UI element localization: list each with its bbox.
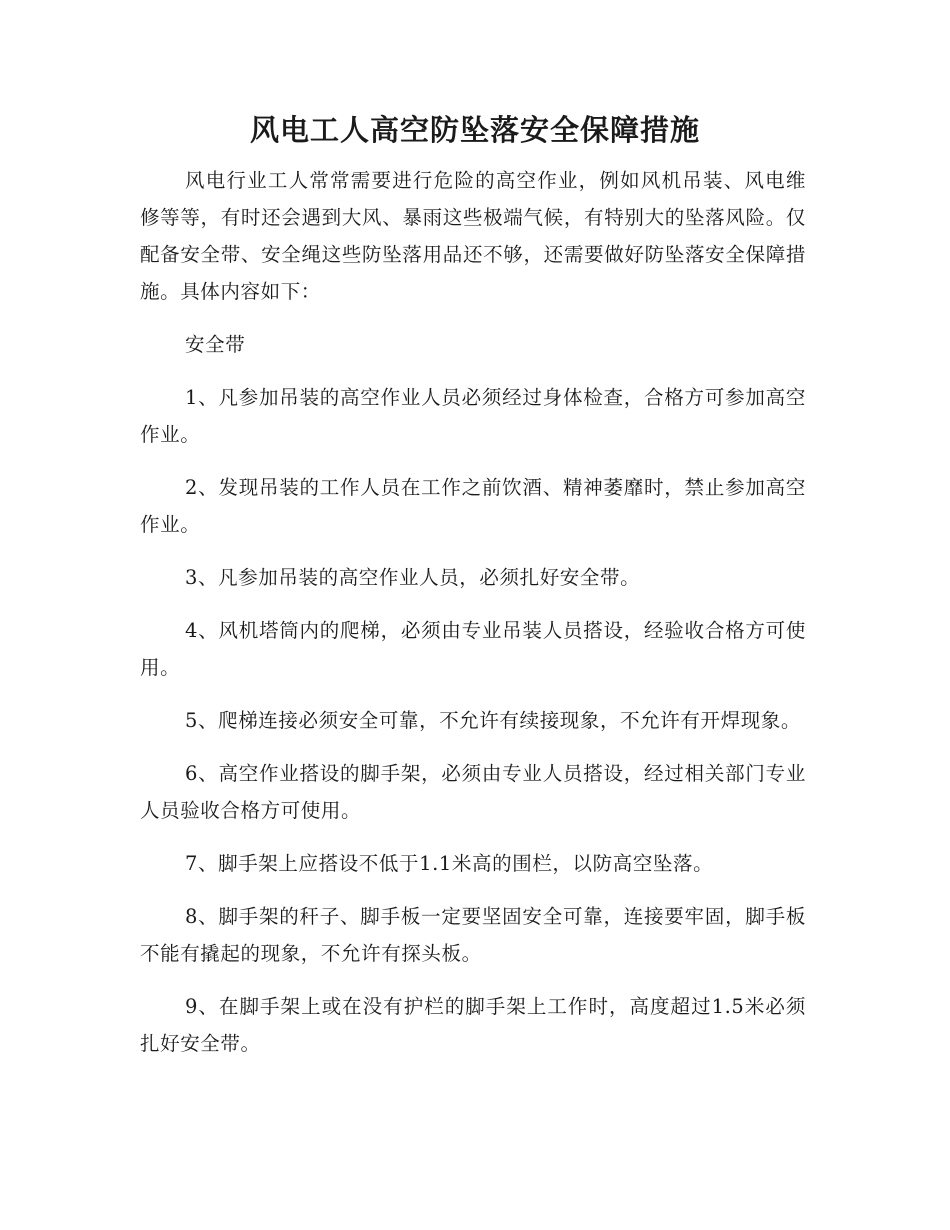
list-item: 1、凡参加吊装的高空作业人员必须经过身体检查，合格方可参加高空作业。 [140, 386, 806, 446]
list-item: 9、在脚手架上或在没有护栏的脚手架上工作时，高度超过1.5米必须扎好安全带。 [140, 995, 806, 1055]
list-item: 8、脚手架的秆子、脚手板一定要坚固安全可靠，连接要牢固，脚手板不能有撬起的现象，不允许有探头板。 [140, 905, 806, 965]
list-item: 7、脚手架上应搭设不低于1.1米高的围栏，以防高空坠落。 [185, 852, 714, 875]
list-item: 6、高空作业搭设的脚手架，必须由专业人员搭设，经过相关部门专业人员验收合格方可使用。 [140, 762, 806, 822]
list-item: 4、风机塔筒内的爬梯，必须由专业吊装人员搭设，经验收合格方可使用。 [140, 619, 806, 679]
intro-paragraph: 风电行业工人常常需要进行危险的高空作业，例如风机吊装、风电维修等等，有时还会遇到大风、暴雨这些极端气候，有特别大的坠落风险。仅配备安全带、安全绳这些防坠落用品还不够，还需要做好防坠落安全保障措施。具体内容如下： [140, 169, 806, 303]
list-item: 3、凡参加吊装的高空作业人员，必须扎好安全带。 [185, 566, 641, 589]
list-item: 2、发现吊装的工作人员在工作之前饮酒、精神萎靡时，禁止参加高空作业。 [140, 476, 806, 536]
section-heading: 安全带 [185, 333, 246, 356]
list-item: 5、爬梯连接必须安全可靠，不允许有续接现象，不允许有开焊现象。 [185, 709, 802, 732]
document-body [140, 162, 806, 1078]
document-title: 风电工人高空防坠落安全保障措施 [249, 113, 700, 147]
